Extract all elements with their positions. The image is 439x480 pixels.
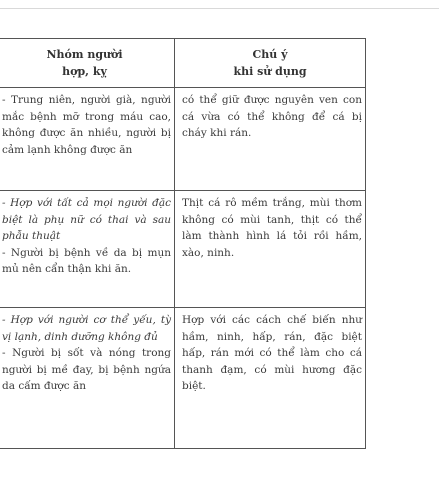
top-rule — [0, 8, 439, 9]
group-cell — [0, 191, 175, 308]
group-cell — [0, 308, 175, 449]
note-cell — [175, 88, 366, 191]
header-group-cell — [0, 39, 175, 88]
table-row — [0, 308, 366, 449]
note-cell — [175, 191, 366, 308]
table-row — [0, 88, 366, 191]
header-group-line1: Nhóm người — [46, 48, 123, 61]
group-text: - Hợp với tất cả mọi người đặc biệt là phụ nữ có thai và sau phẫu thuật — [2, 197, 171, 242]
note-text: Hợp với các cách chế biến như hầm, ninh, hấp, rán, đặc biệt hấp, rán mới có thể làm cho cá thanh đạm, có mùi hương đặc biệt. — [182, 314, 362, 392]
header-notes-cell — [175, 39, 366, 88]
note-cell — [175, 308, 366, 449]
group-text: - Hợp với người cơ thể yếu, tỳ vị lạnh, dinh dưỡng không đủ — [2, 314, 171, 343]
table-row — [0, 191, 366, 308]
table-header-row — [0, 39, 366, 88]
note-text: có thể giữ được nguyên ven con cá vừa có thể không để cá bị cháy khi rán. — [182, 94, 362, 139]
header-notes-line1: Chú ý — [252, 48, 288, 61]
header-notes-line2: khi sử dụng — [233, 65, 307, 78]
fish-usage-table — [0, 38, 366, 449]
group-text: - Người bị sốt và nóng trong người bị mề đay, bị bệnh ngứa da cấm được ăn — [2, 347, 171, 392]
header-group-line2: hợp, kỵ — [62, 65, 107, 78]
group-cell — [0, 88, 175, 191]
group-text: - Người bị bệnh về da bị mụn mủ nên cẩn thận khi ăn. — [2, 246, 171, 275]
group-text: - Trung niên, người già, người mắc bệnh mỡ trong máu cao, không được ăn nhiều, người bị cảm lạnh không được ăn — [2, 94, 171, 156]
note-text: Thịt cá rô mềm trắng, mùi thơm không có mùi tanh, thịt có thể làm thành hình lá tỏi rồi hầm, xào, ninh. — [182, 197, 362, 259]
